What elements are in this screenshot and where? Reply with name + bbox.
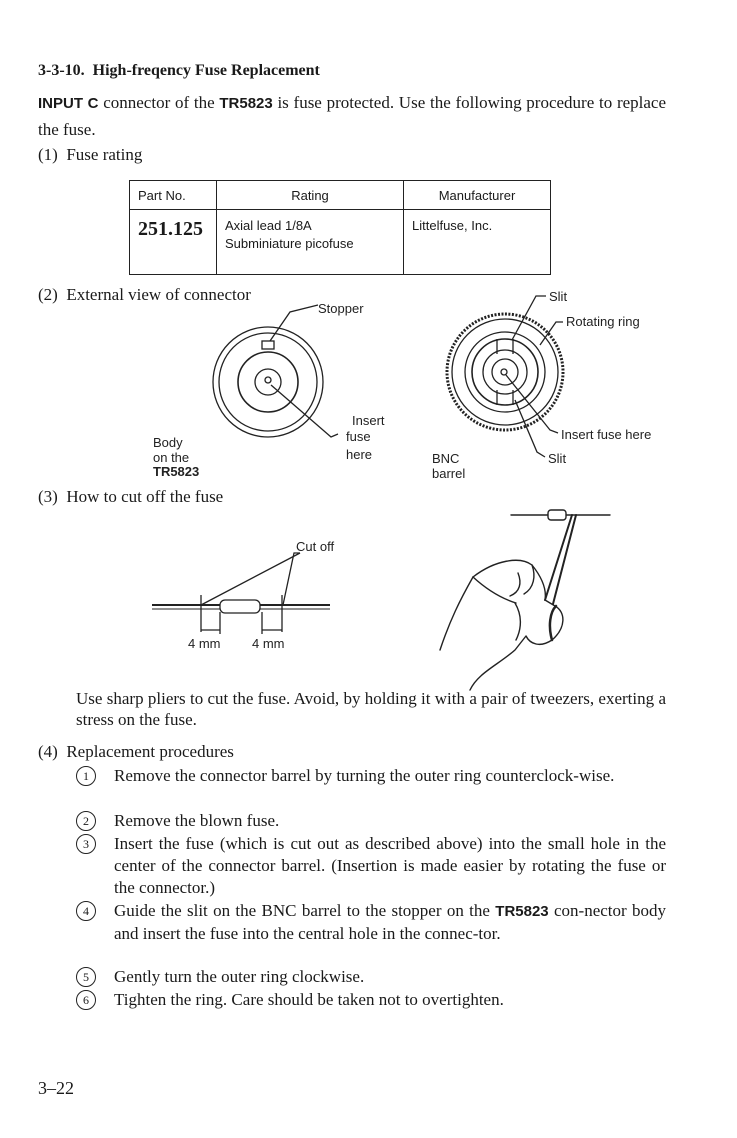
step-text: Remove the blown fuse. (114, 811, 280, 830)
step-number-circle: 2 (76, 811, 96, 831)
cell-manufacturer: Littelfuse, Inc. (404, 210, 551, 275)
step1-number: (1) (38, 145, 58, 164)
list-item (76, 989, 666, 1011)
step-text: Remove the connector barrel by turning the outer ring counterclock-wise. (114, 766, 615, 785)
label-insert: Insert (352, 413, 385, 428)
label-slit-bottom: Slit (548, 451, 567, 466)
label-cut-off: Cut off (296, 539, 335, 554)
section-number: 3-3-10. (38, 62, 85, 79)
label-slit-top: Slit (549, 289, 568, 304)
step2-number: (2) (38, 285, 58, 304)
label-body: Body (153, 435, 183, 450)
step-number-circle: 4 (76, 901, 96, 921)
label-on-the: on the (153, 450, 190, 465)
input-c-keyword: INPUT C (38, 95, 99, 112)
step-text: Tighten the ring. Care should be taken not to overtighten. (114, 990, 504, 1009)
step-number-circle: 3 (76, 834, 96, 854)
step4-title: Replacement procedures (66, 742, 234, 761)
label-bnc: BNC (432, 451, 460, 466)
label-4mm-right: 4 mm (252, 636, 285, 651)
step4-number: (4) (38, 742, 58, 761)
tr5823-keyword: TR5823 (495, 903, 549, 920)
step-number-circle: 5 (76, 967, 96, 987)
header-part-no: Part No. (130, 181, 217, 210)
label-4mm-left: 4 mm (188, 636, 221, 651)
cut-caution-text: Use sharp pliers to cut the fuse. Avoid, by holding it with a pair of tweezers, exerting a stress on the fuse. (76, 689, 666, 729)
step-text-b: con-nector body and insert the fuse into the central hole in the connec-tor. (114, 901, 667, 943)
section-title: High-freqency Fuse Replacement (92, 62, 320, 79)
tr5823-keyword: TR5823 (219, 95, 273, 112)
list-item (76, 765, 666, 787)
label-rotating-ring: Rotating ring (566, 314, 640, 329)
label-stopper: Stopper (318, 301, 364, 316)
step-text: Gently turn the outer ring clockwise. (114, 967, 365, 986)
label-tr5823: TR5823 (153, 464, 200, 479)
list-item (76, 833, 666, 899)
list-item (76, 966, 666, 988)
rating-line-1: Axial lead 1/8A (225, 218, 312, 233)
list-item (76, 900, 666, 945)
step2-title: External view of connector (66, 285, 251, 304)
label-barrel: barrel (432, 466, 466, 481)
label-insert-fuse-here: Insert fuse here (561, 427, 652, 442)
header-rating: Rating (217, 181, 404, 210)
step4-heading (38, 742, 234, 762)
step-number-circle: 1 (76, 766, 96, 786)
step-text: Insert the fuse (which is cut out as described above) into the small hole in the center of the connector barrel. (Insertion is made easier by rotating the fuse or the connector.) (114, 834, 666, 897)
step3-number: (3) (38, 487, 58, 506)
rating-line-2: Subminiature picofuse (225, 236, 354, 251)
label-here: here (346, 447, 373, 462)
page-number: 3–22 (38, 1078, 74, 1098)
step-number-circle: 6 (76, 990, 96, 1010)
header-manufacturer: Manufacturer (404, 181, 551, 210)
step1-title: Fuse rating (66, 145, 143, 164)
list-item (76, 810, 666, 832)
label-fuse: fuse (346, 429, 371, 444)
intro-text-2: is fuse protected. Use the following procedure to replace the fuse. (38, 93, 667, 139)
intro-text-1: connector of the (98, 93, 220, 112)
step-text (114, 900, 666, 945)
cell-part-no: 251.125 (130, 210, 217, 275)
step3-title: How to cut off the fuse (66, 487, 224, 506)
step-text-a: Guide the slit on the BNC barrel to the stopper on the (114, 901, 496, 920)
